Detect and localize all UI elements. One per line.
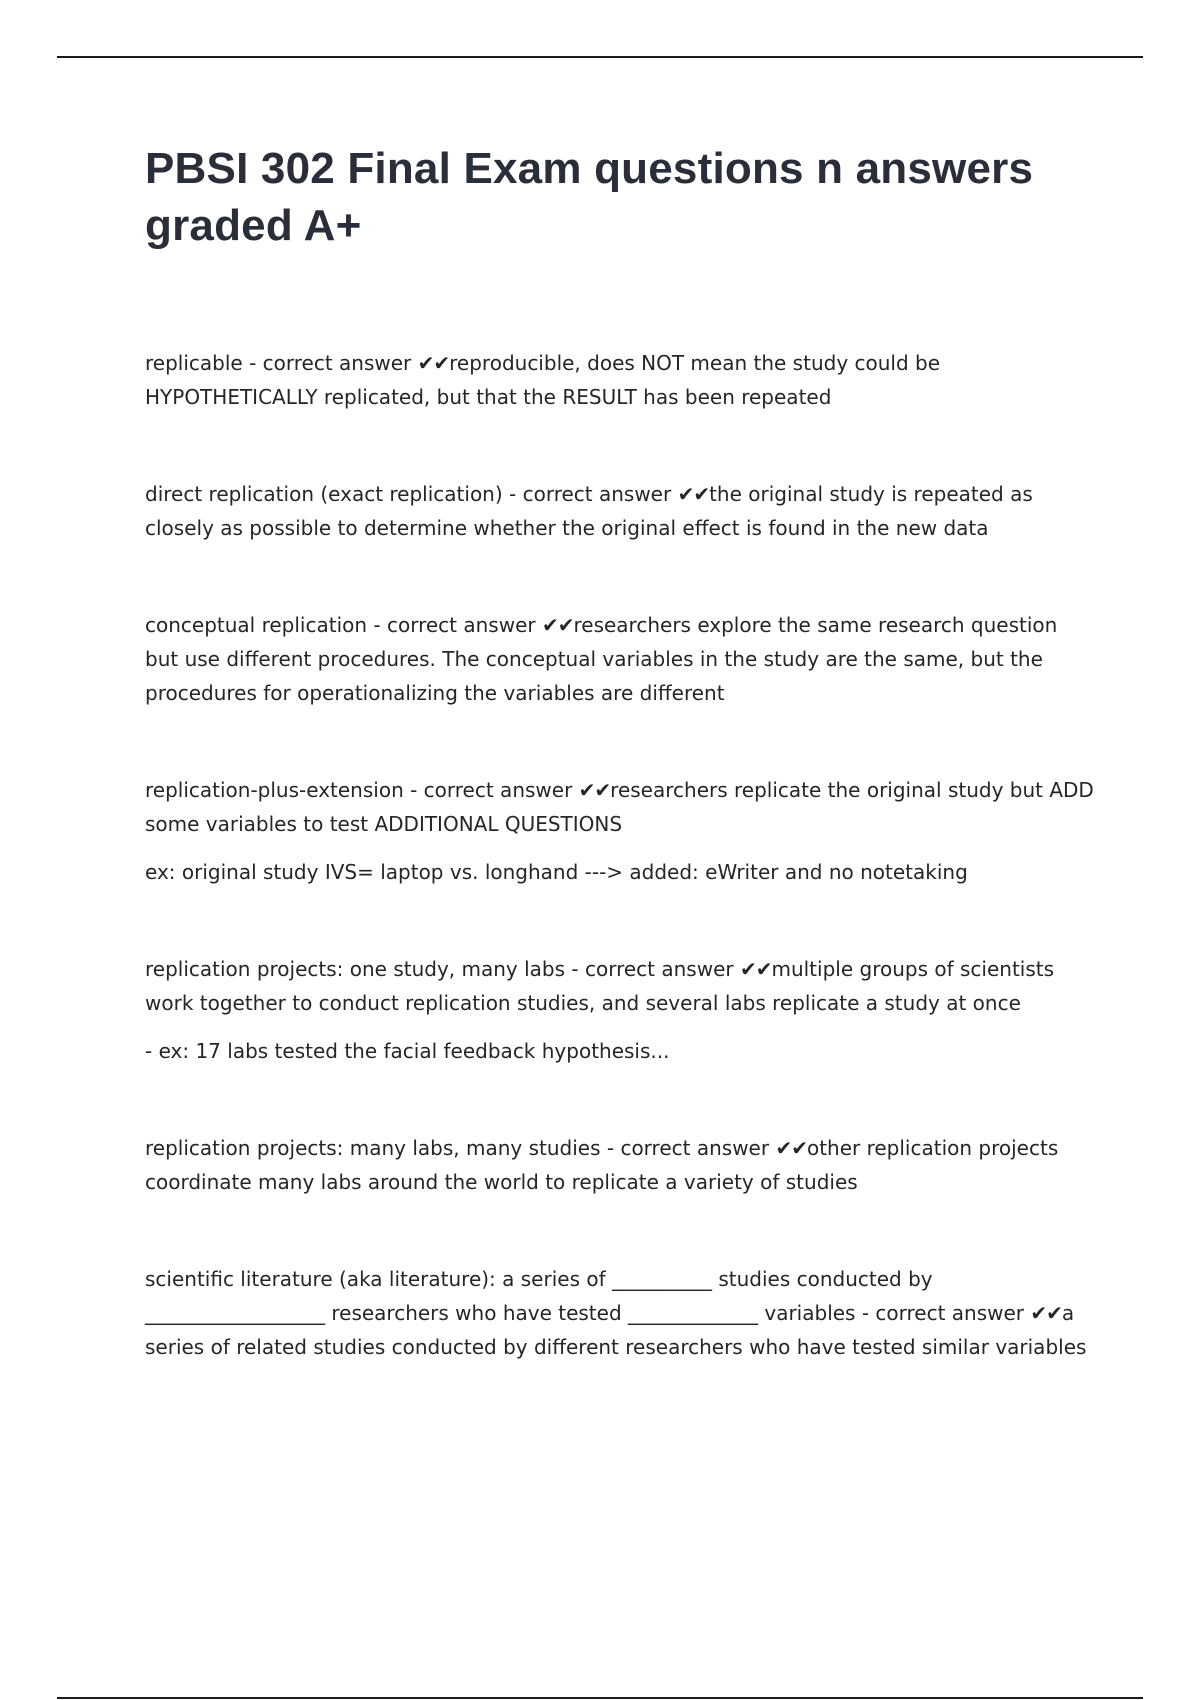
qa-term: replication-plus-extension - correct answer (145, 778, 579, 802)
qa-item (145, 1131, 1095, 1199)
qa-note: ex: original study IVS= laptop vs. longhand ---> added: eWriter and no notetaking (145, 860, 968, 884)
qa-term: replication projects: one study, many labs - correct answer (145, 957, 740, 981)
check-mark-icon: ✔✔ (541, 613, 574, 637)
top-divider (57, 56, 1143, 58)
check-mark-icon: ✔✔ (417, 351, 450, 375)
qa-term: replication projects: many labs, many studies - correct answer (145, 1136, 776, 1160)
document-body (145, 140, 1095, 1427)
qa-text (145, 1131, 1095, 1199)
qa-note: - ex: 17 labs tested the facial feedback hypothesis... (145, 1039, 670, 1063)
qa-text (145, 346, 1095, 414)
check-mark-icon: ✔✔ (739, 957, 772, 981)
qa-term: scientific literature (aka literature): a series of __________ studies conducted by __________________ researchers who have tested _____________ variables - correct answer (145, 1267, 1031, 1325)
qa-text (145, 1262, 1095, 1364)
bottom-divider (57, 1697, 1143, 1699)
qa-text (145, 477, 1095, 545)
check-mark-icon: ✔✔ (677, 482, 710, 506)
qa-answer: other replication projects coordinate many labs around the world to replicate a variety of studies (145, 1136, 1059, 1194)
qa-list (145, 346, 1095, 1364)
qa-text (145, 773, 1095, 841)
qa-answer: researchers explore the same research question but use different procedures. The conceptual variables in the study are the same, but the procedures for operationalizing the variables are different (145, 613, 1058, 705)
check-mark-icon: ✔✔ (775, 1136, 807, 1160)
qa-term: replicable - correct answer (145, 351, 418, 375)
qa-item (145, 346, 1095, 414)
qa-answer: reproducible, does NOT mean the study could be HYPOTHETICALLY replicated, but that the RESULT has been repeated (145, 351, 941, 409)
qa-text (145, 952, 1095, 1020)
qa-term: direct replication (exact replication) - correct answer (145, 482, 678, 506)
qa-answer: the original study is repeated as closely as possible to determine whether the original effect is found in the new data (145, 482, 1033, 540)
qa-text (145, 608, 1095, 710)
qa-answer: researchers replicate the original study but ADD some variables to test ADDITIONAL QUESTIONS (145, 778, 1094, 836)
qa-item (145, 952, 1095, 1068)
qa-item (145, 773, 1095, 889)
check-mark-icon: ✔✔ (1030, 1301, 1062, 1325)
document-title: PBSI 302 Final Exam questions n answers graded A+ (145, 144, 1034, 250)
qa-item (145, 1262, 1095, 1364)
qa-answer: multiple groups of scientists work together to conduct replication studies, and several labs replicate a study at once (145, 957, 1055, 1015)
qa-item (145, 477, 1095, 545)
qa-answer: a series of related studies conducted by different researchers who have tested similar variables (145, 1301, 1087, 1359)
qa-term: conceptual replication - correct answer (145, 613, 542, 637)
qa-item (145, 608, 1095, 710)
check-mark-icon: ✔✔ (578, 778, 611, 802)
